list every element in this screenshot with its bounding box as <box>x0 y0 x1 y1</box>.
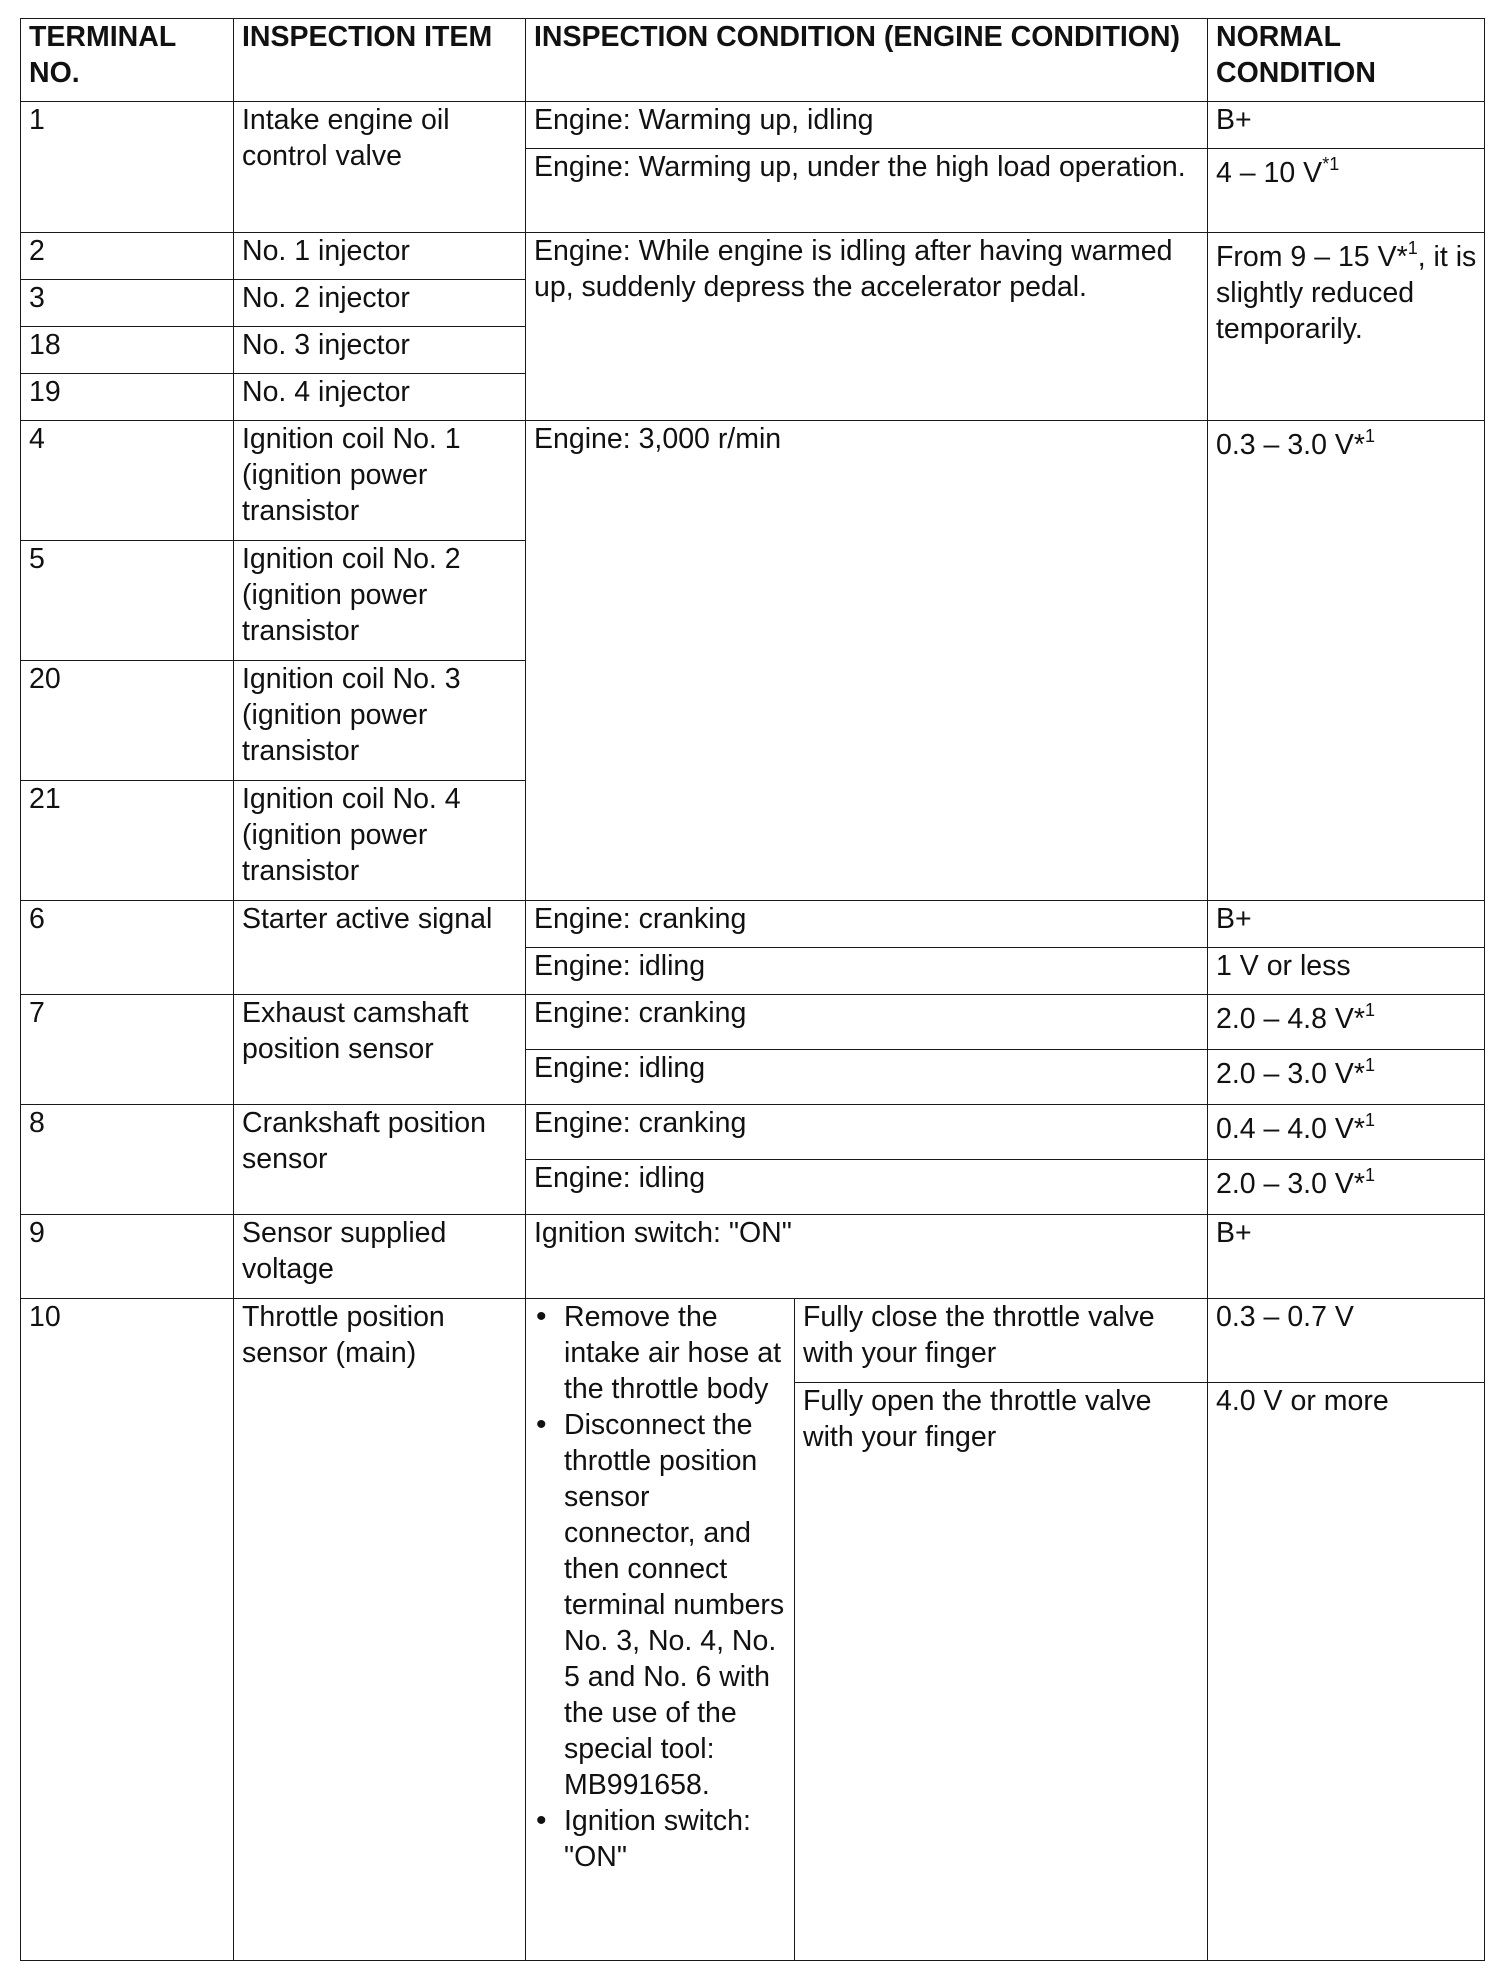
terminal-no-cell: 4 <box>21 421 234 541</box>
procedure-step: • Remove the intake air hose at the throttle body <box>564 1299 788 1407</box>
table-row <box>21 1105 1485 1160</box>
footnote-marker: 1 <box>1364 1054 1375 1075</box>
normal-condition-cell: 0.3 – 0.7 V <box>1208 1299 1485 1383</box>
inspection-table <box>20 18 1485 1961</box>
header-row <box>21 19 1485 102</box>
normal-condition-cell <box>1208 1050 1485 1105</box>
condition-cell: Engine: cranking <box>526 901 1208 948</box>
terminal-no-cell: 20 <box>21 661 234 781</box>
inspection-item-cell: No. 4 injector <box>234 374 526 421</box>
inspection-item-cell: Ignition coil No. 4 (ignition power transistor <box>234 781 526 901</box>
normal-condition-cell: B+ <box>1208 102 1485 149</box>
table-row <box>21 421 1485 541</box>
inspection-item-cell: Ignition coil No. 1 (ignition power transistor <box>234 421 526 541</box>
normal-condition-cell <box>1208 149 1485 233</box>
condition-cell: Engine: While engine is idling after having warmed up, suddenly depress the accelerator pedal. <box>526 233 1208 421</box>
inspection-item-cell: Ignition coil No. 3 (ignition power transistor <box>234 661 526 781</box>
condition-cell: Engine: cranking <box>526 1105 1208 1160</box>
header-terminal-no: TERMINAL NO. <box>21 19 234 102</box>
table-row <box>21 901 1485 948</box>
condition-cell: Engine: cranking <box>526 995 1208 1050</box>
terminal-no-cell: 1 <box>21 102 234 233</box>
normal-condition-cell <box>1208 995 1485 1050</box>
normal-value: 2.0 – 3.0 V* <box>1216 1058 1365 1090</box>
terminal-no-cell: 9 <box>21 1215 234 1299</box>
header-inspection-condition: INSPECTION CONDITION (ENGINE CONDITION) <box>526 19 1208 102</box>
normal-value: 0.3 – 3.0 V* <box>1216 429 1365 461</box>
inspection-item-cell: Throttle position sensor (main) <box>234 1299 526 1961</box>
inspection-item-cell: Starter active signal <box>234 901 526 995</box>
condition-cell: Engine: idling <box>526 1050 1208 1105</box>
procedure-step: • Ignition switch: "ON" <box>564 1803 788 1875</box>
normal-value: 4 – 10 V <box>1216 157 1323 189</box>
procedure-list <box>534 1299 788 1875</box>
inspection-item-cell: Intake engine oil control valve <box>234 102 526 233</box>
header-normal-condition: NORMAL CONDITION <box>1208 19 1485 102</box>
condition-cell: Engine: idling <box>526 1160 1208 1215</box>
table-row <box>21 102 1485 149</box>
normal-condition-cell <box>1208 1160 1485 1215</box>
table-row <box>21 1299 1485 1383</box>
footnote-marker: 1 <box>1364 1164 1375 1185</box>
condition-cell: Fully open the throttle valve with your finger <box>795 1383 1208 1961</box>
terminal-no-cell: 7 <box>21 995 234 1105</box>
condition-cell: Engine: Warming up, idling <box>526 102 1208 149</box>
terminal-no-cell: 18 <box>21 327 234 374</box>
table-row <box>21 1215 1485 1299</box>
normal-condition-cell: 4.0 V or more <box>1208 1383 1485 1961</box>
inspection-item-cell: Sensor supplied voltage <box>234 1215 526 1299</box>
condition-cell: Engine: Warming up, under the high load operation. <box>526 149 1208 233</box>
procedure-step: • Disconnect the throttle position sensor connector, and then connect terminal numbers No. 3, No. 4, No. 5 and No. 6 with the use of the special tool: MB991658. <box>564 1407 788 1803</box>
normal-condition-cell: B+ <box>1208 1215 1485 1299</box>
footnote-marker: 1 <box>1364 425 1375 446</box>
inspection-item-cell: Ignition coil No. 2 (ignition power transistor <box>234 541 526 661</box>
normal-value: 2.0 – 4.8 V* <box>1216 1003 1365 1035</box>
terminal-no-cell: 10 <box>21 1299 234 1961</box>
inspection-item-cell: No. 1 injector <box>234 233 526 280</box>
normal-value: 0.4 – 4.0 V* <box>1216 1113 1365 1145</box>
inspection-item-cell: Crankshaft position sensor <box>234 1105 526 1215</box>
inspection-item-cell: Exhaust camshaft position sensor <box>234 995 526 1105</box>
terminal-no-cell: 19 <box>21 374 234 421</box>
normal-condition-cell <box>1208 233 1485 421</box>
terminal-no-cell: 8 <box>21 1105 234 1215</box>
terminal-no-cell: 5 <box>21 541 234 661</box>
condition-cell: Ignition switch: "ON" <box>526 1215 1208 1299</box>
inspection-sheet <box>20 18 1485 1961</box>
table-row <box>21 995 1485 1050</box>
inspection-item-cell: No. 3 injector <box>234 327 526 374</box>
condition-cell: Fully close the throttle valve with your finger <box>795 1299 1208 1383</box>
normal-value: 2.0 – 3.0 V* <box>1216 1168 1365 1200</box>
procedure-cell <box>526 1299 795 1961</box>
normal-condition-cell <box>1208 1105 1485 1160</box>
footnote-marker: 1 <box>1364 1109 1375 1130</box>
footnote-marker: *1 <box>1322 153 1340 174</box>
normal-value: From 9 – 15 V* <box>1216 241 1408 273</box>
inspection-item-cell: No. 2 injector <box>234 280 526 327</box>
footnote-marker: 1 <box>1364 999 1375 1020</box>
normal-condition-cell: B+ <box>1208 901 1485 948</box>
normal-value-note: , it is slightly reduced temporarily. <box>1216 241 1477 345</box>
terminal-no-cell: 2 <box>21 233 234 280</box>
header-inspection-item: INSPECTION ITEM <box>234 19 526 102</box>
footnote-marker: 1 <box>1407 237 1418 258</box>
terminal-no-cell: 3 <box>21 280 234 327</box>
condition-cell: Engine: 3,000 r/min <box>526 421 1208 901</box>
terminal-no-cell: 6 <box>21 901 234 995</box>
normal-condition-cell <box>1208 421 1485 901</box>
normal-condition-cell: 1 V or less <box>1208 948 1485 995</box>
condition-cell: Engine: idling <box>526 948 1208 995</box>
terminal-no-cell: 21 <box>21 781 234 901</box>
table-row <box>21 233 1485 280</box>
